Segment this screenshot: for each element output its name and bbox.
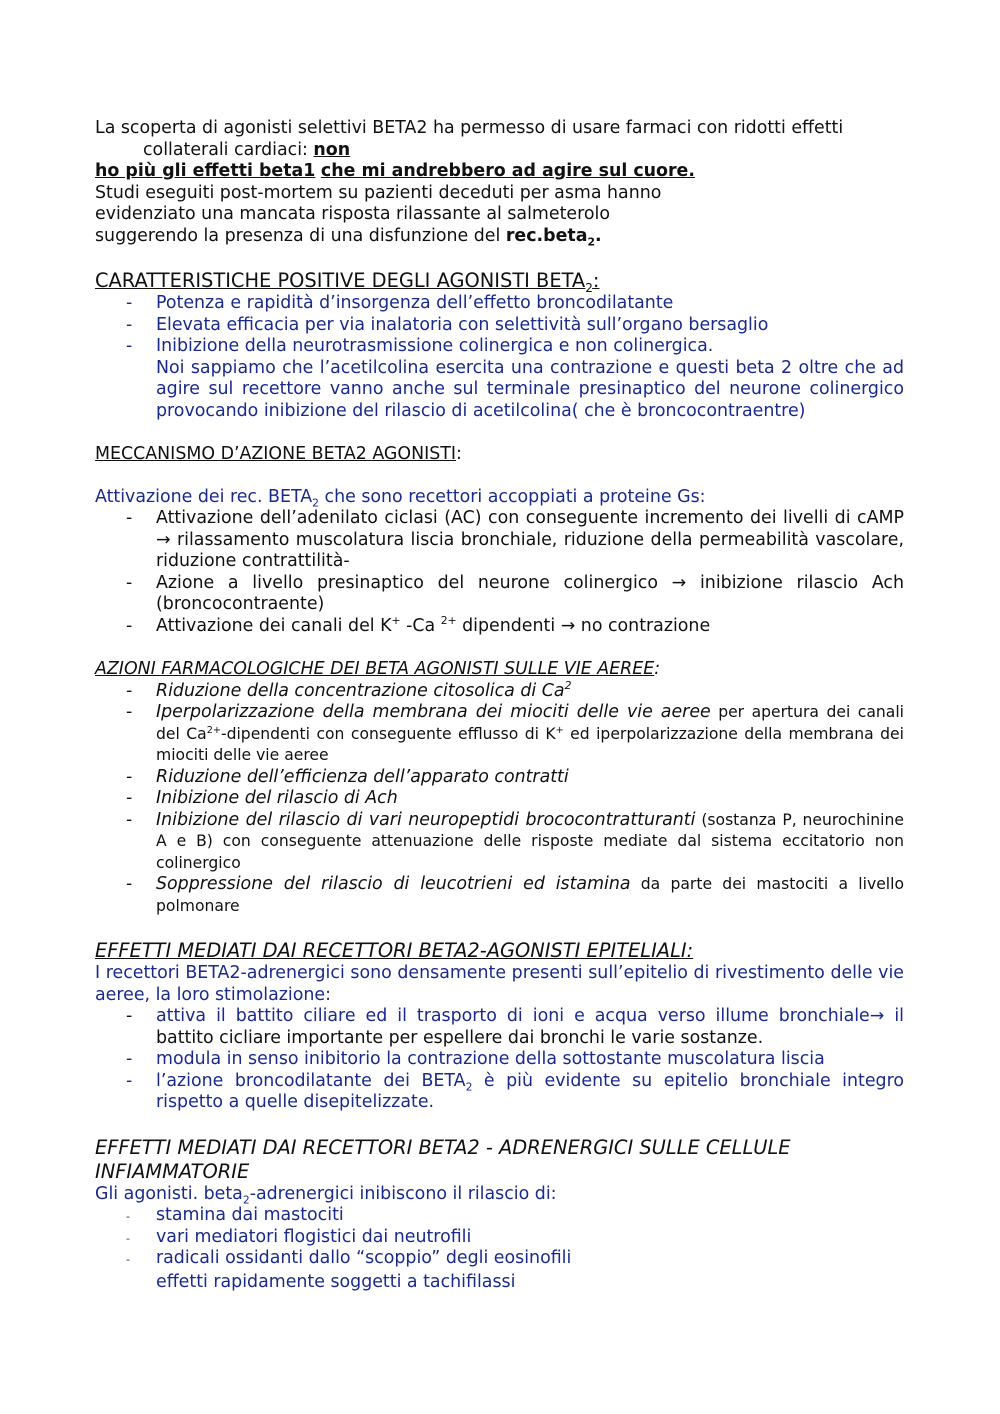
section-heading-infiammatorie-2: INFIAMMATORIE bbox=[95, 1159, 250, 1183]
list-item: - Riduzione della concentrazione citosolica di Ca$^2$ bbox=[156, 681, 904, 703]
list-item: - Elevata efficacia per via inalatoria con selettività sull’organo bersaglio bbox=[156, 315, 904, 337]
section-heading-caratteristiche: CARATTERISTICHE POSITIVE DEGLI AGONISTI $BETA_2$: bbox=[95, 269, 600, 295]
list-item: - vari mediatori flogistici dai neutrofili bbox=[156, 1227, 904, 1249]
epiteliali-list bbox=[95, 1006, 904, 1114]
section-heading-infiammatorie-1: EFFETTI MEDIATI DAI RECETTORI BETA2 - ADRENERGICI SULLE CELLULE bbox=[95, 1135, 791, 1159]
list-item: - Potenza e rapidità d’insorgenza dell’effetto broncodilatante bbox=[156, 293, 904, 315]
section-heading-azioni: AZIONI FARMACOLOGICHE DEI BETA AGONISTI SULLE VIE AEREE: bbox=[95, 659, 661, 679]
list-item: - Inibizione del rilascio di vari neuropeptidi brococontratturanti (sostanza P, neurochinine A e B) con conseguente attenuazione delle risposte mediate dal sistema eccitatorio non colinergico bbox=[156, 810, 904, 875]
intro-bold-beta1: ho più gli effetti beta1 bbox=[95, 161, 316, 181]
study-line-1: Studi eseguiti post-mortem su pazienti deceduti per asma hanno bbox=[95, 182, 662, 203]
list-item: - attiva il battito ciliare ed il trasporto di ioni e acqua verso illume bronchiale→ il battito cicliare importante per espellere dai bronchi le varie sostanze. bbox=[156, 1006, 904, 1049]
infiammatorie-intro: Gli agonisti. beta$_2$-adrenergici inibiscono il rilascio di: bbox=[95, 1183, 557, 1206]
list-item: - radicali ossidanti dallo “scoppio” degli eosinofili bbox=[156, 1248, 904, 1270]
list-item: - l’azione broncodilatante dei $BETA_2$ è più evidente su epitelio bronchiale integro rispetto a quelle disepitelizzate. bbox=[156, 1071, 904, 1114]
infiammatorie-list bbox=[95, 1205, 904, 1270]
intro-text: La scoperta di agonisti selettivi BETA2 ha permesso di usare farmaci con ridotti effetti collaterali cardiaci: bbox=[95, 118, 844, 160]
meccanismo-intro: Attivazione dei rec. $BETA_2$ che sono recettori accoppiati a proteine Gs: bbox=[95, 486, 706, 509]
list-item: - Riduzione dell’efficienza dell’apparato contratti bbox=[156, 767, 904, 789]
intro-paragraph bbox=[95, 118, 904, 161]
list-item: - Iperpolarizzazione della membrana dei miociti delle vie aeree per apertura dei canali del $Ca^{2+}$-dipendenti con conseguente efflusso di K+ ed iperpolarizzazione della membrana dei miociti delle vie aeree bbox=[156, 702, 904, 767]
list-item: - Attivazione dell’adenilato ciclasi (AC) con conseguente incremento dei livelli di cAMP → rilassamento muscolatura liscia bronchiale, riduzione della permeabilità vascolare, riduzione contrattilità- bbox=[156, 508, 904, 573]
list-item: - modula in senso inibitorio la contrazione della sottostante muscolatura liscia bbox=[156, 1049, 904, 1071]
caratteristiche-list bbox=[95, 293, 904, 358]
document-page bbox=[95, 118, 904, 1293]
list-item: - Inibizione del rilascio di Ach bbox=[156, 788, 904, 810]
section-heading-epiteliali: EFFETTI MEDIATI DAI RECETTORI BETA2-AGONISTI EPITELIALI: bbox=[95, 939, 694, 962]
intro-bold-line bbox=[95, 161, 904, 183]
azioni-list bbox=[95, 678, 904, 918]
epiteliali-intro: I recettori BETA2-adrenergici sono densamente presenti sull’epitelio di rivestimento delle vie aeree, la loro stimolazione: bbox=[95, 963, 904, 1005]
tachifilassi-note: effetti rapidamente soggetti a tachifilassi bbox=[156, 1271, 516, 1292]
meccanismo-list bbox=[95, 508, 904, 637]
list-item: - Azione a livello presinaptico del neurone colinergico → inibizione rilascio Ach (broncocontraente) bbox=[156, 573, 904, 616]
list-item: - Inibizione della neurotrasmissione colinergica e non colinergica. bbox=[156, 336, 904, 358]
study-line-3: suggerendo la presenza di una disfunzione del rec.beta$_2$. bbox=[95, 225, 602, 248]
list-item: - stamina dai mastociti bbox=[156, 1205, 904, 1227]
intro-bold-non: non bbox=[313, 139, 351, 160]
study-line-2: evidenziato una mancata risposta rilassante al salmeterolo bbox=[95, 204, 610, 224]
list-item: - Soppressione del rilascio di leucotrieni ed istamina da parte dei mastociti a livello polmonare bbox=[156, 874, 904, 917]
acetilcolina-note: Noi sappiamo che l’acetilcolina esercita una contrazione e questi beta 2 oltre che ad agire sul recettore vanno anche sul terminale presinaptico del neurone colinergico provocando inibizione del rilascio di acetilcolina( che è broncocontraentre) bbox=[156, 357, 904, 421]
study-bold-rec: rec.beta$_2$. bbox=[505, 225, 602, 248]
intro-bold-heart: che mi andrebbero ad agire sul cuore. bbox=[320, 161, 695, 181]
list-item: - Attivazione dei canali del K+ -Ca $^{2+}$ dipendenti → no contrazione bbox=[156, 616, 904, 638]
section-heading-meccanismo: MECCANISMO D’AZIONE BETA2 AGONISTI: bbox=[95, 444, 462, 464]
